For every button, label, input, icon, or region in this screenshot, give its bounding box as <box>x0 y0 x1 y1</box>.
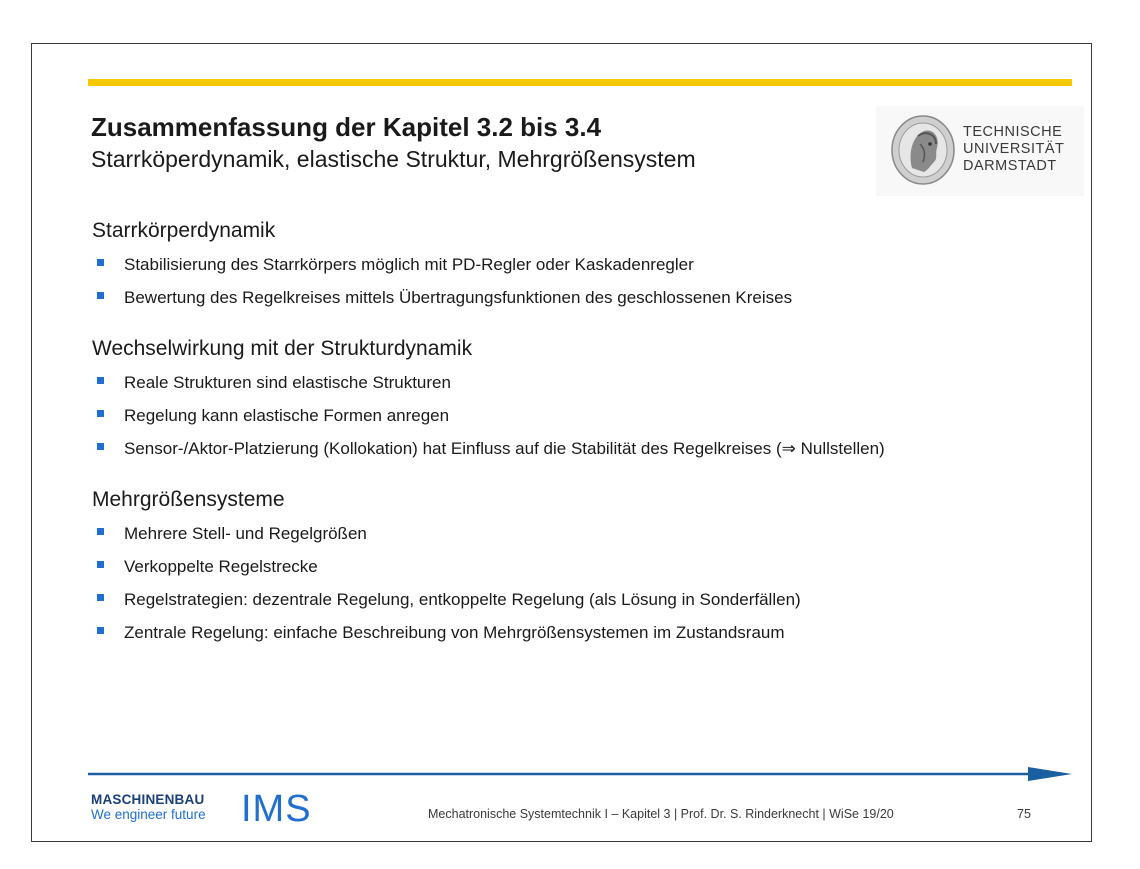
list-item: Regelung kann elastische Formen anregen <box>92 402 1062 429</box>
section-heading: Wechselwirkung mit der Strukturdynamik <box>92 337 473 360</box>
maschinenbau-ims-logo <box>91 788 312 830</box>
list-item: Sensor-/Aktor-Platzierung (Kollokation) hat Einfluss auf die Stabilität des Regelkreises (⇒ Nullstellen) <box>92 435 1044 462</box>
section-heading: Starrkörperdynamik <box>92 219 276 242</box>
section-heading: Mehrgrößensysteme <box>92 488 285 511</box>
page-number: 75 <box>1017 807 1031 821</box>
slide <box>31 43 1092 842</box>
slide-title: Zusammenfassung der Kapitel 3.2 bis 3.4 <box>91 112 602 142</box>
logo-line: DARMSTADT <box>963 158 1057 174</box>
logo-wordmark <box>963 124 1064 175</box>
bullet-list <box>92 369 1062 462</box>
footer-course-info: Mechatronische Systemtechnik I – Kapitel 3 | Prof. Dr. S. Rinderknecht | WiSe 19/20 <box>428 807 894 821</box>
bullet-list <box>92 251 1062 311</box>
slide-content <box>92 219 1062 672</box>
list-item: Mehrere Stell- und Regelgrößen <box>92 520 1062 547</box>
athena-seal-icon <box>890 114 956 186</box>
section-strukturdynamik <box>92 337 1062 462</box>
top-accent-bar <box>88 79 1072 86</box>
logo-line: TECHNISCHE <box>963 124 1063 140</box>
list-item: Reale Strukturen sind elastische Strukturen <box>92 369 1062 396</box>
ims-wordmark: IMS <box>241 788 312 830</box>
footer-arrow <box>88 766 1072 782</box>
tu-darmstadt-logo <box>876 106 1084 196</box>
list-item: Verkoppelte Regelstrecke <box>92 553 1062 580</box>
section-mehrgroessensysteme <box>92 488 1062 646</box>
list-item: Regelstrategien: dezentrale Regelung, entkoppelte Regelung (als Lösung in Sonderfällen) <box>92 586 1062 613</box>
logo-line: UNIVERSITÄT <box>963 141 1065 157</box>
list-item: Zentrale Regelung: einfache Beschreibung von Mehrgrößensystemen im Zustandsraum <box>92 619 1062 646</box>
list-item: Stabilisierung des Starrkörpers möglich mit PD-Regler oder Kaskadenregler <box>92 251 1062 278</box>
section-starrkoerperdynamik <box>92 219 1062 311</box>
maschinenbau-brand: MASCHINENBAU <box>91 792 205 807</box>
slide-subtitle: Starrköperdynamik, elastische Struktur, Mehrgrößensystem <box>91 146 696 172</box>
maschinenbau-tagline: We engineer future <box>91 807 206 822</box>
list-item: Bewertung des Regelkreises mittels Übertragungsfunktionen des geschlossenen Kreises <box>92 284 824 311</box>
bullet-list <box>92 520 1062 646</box>
